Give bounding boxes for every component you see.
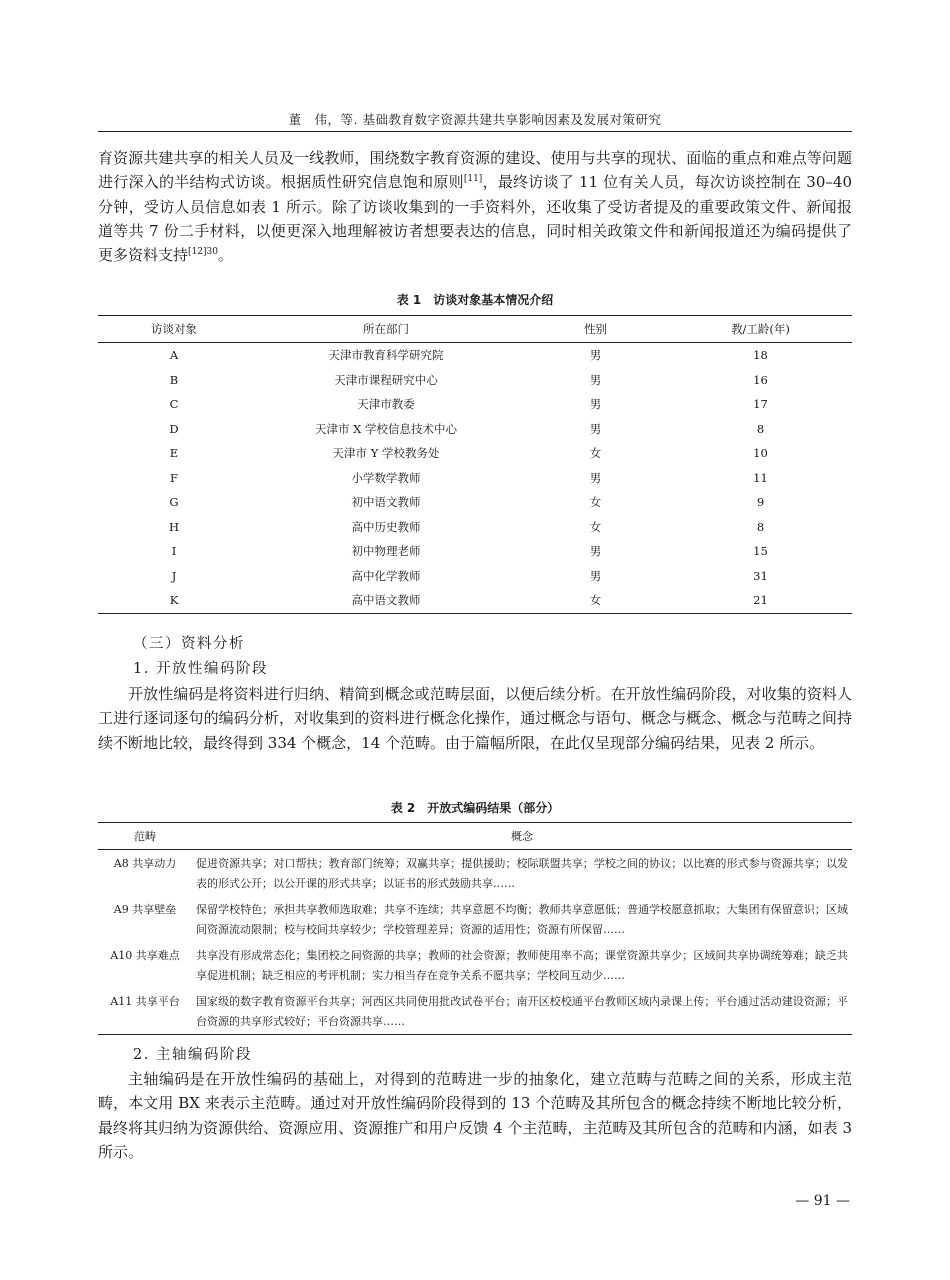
table1-cell: 18 [753, 348, 768, 363]
table1-row [98, 343, 852, 368]
table1-cell: C [169, 397, 179, 412]
table2-row [98, 942, 852, 988]
table1-cell: 男 [589, 568, 602, 583]
table1-cell: B [169, 372, 179, 387]
table1-row [98, 417, 852, 442]
axial-coding-paragraph: 主轴编码是在开放性编码的基础上，对得到的范畴进一步的抽象化，建立范畴与范畴之间的关系，形成主范畴，本文用 BX 来表示主范畴。通过对开放性编码阶段得到的 13 个范畴及其所包含的概念持续不断地比较分析，最终将其归纳为资源供给、资源应用、资源推广和用户反馈 4 个主范畴，主范畴及其所包含的范畴和内涵，如表 3 所示。 [98, 1070, 852, 1161]
table2-header-cell: 范畴 [98, 823, 192, 850]
table1-cell: 天津市教委 [357, 397, 415, 412]
table1-cell: 女 [522, 588, 669, 613]
table1-cell: E [169, 446, 179, 461]
table1-cell: 小学数学教师 [351, 470, 421, 485]
table1-header-cell: 所在部门 [250, 316, 522, 343]
subsection2-title: 2. 主轴编码阶段 [133, 1047, 252, 1063]
table1-cell: G [169, 495, 179, 510]
table1-row [98, 588, 852, 613]
table1 [98, 315, 852, 614]
table1-cell: I [171, 544, 177, 559]
table1-cell: 男 [589, 421, 602, 436]
table2-header-cell: 概念 [192, 823, 852, 850]
intro-text-c: 。 [217, 246, 233, 265]
table1-cell: 8 [756, 421, 765, 436]
table1-cell: 16 [753, 372, 768, 387]
citation-12: [12]30 [188, 247, 218, 258]
table1-cell: 31 [753, 568, 768, 583]
table1-cell: 高中历史教师 [351, 519, 421, 534]
table1-cell: 9 [756, 495, 765, 510]
table2-caption: 表 2 开放式编码结果（部分） [390, 801, 560, 815]
table1-row [98, 515, 852, 540]
intro-text-b: ，最终访谈了 11 位有关人员，每次访谈控制在 30–40 分钟，受访人员信息如表 1 所示。除了访谈收集到的一手资料外，还收集了受访者提及的重要政策文件、新闻报道等共 7 份二手材料，以便更深入地理解被访者想要表达的信息，同时相关政策文件和新闻报道还为编码提供了更多资料支持 [98, 173, 852, 265]
table1-cell: D [169, 421, 179, 436]
table1-cell: K [98, 588, 250, 613]
table1-cell: 女 [589, 495, 602, 510]
header-rule [98, 131, 852, 132]
table1-cell: A [169, 348, 179, 363]
table2-concept-cell: 国家级的数字教育资源平台共享；河西区共同使用批改试卷平台；南开区校校通平台教师区域内录课上传；平台通过活动建设资源；平台资源的共享形式较好；平台资源共享…… [192, 988, 852, 1035]
citation-11: [11] [463, 174, 483, 185]
table1-row [98, 564, 852, 589]
table1-cell: 天津市课程研究中心 [334, 372, 438, 387]
table1-cell: 初中语文教师 [351, 495, 421, 510]
open-coding-paragraph: 开放性编码是将资料进行归纳、精简到概念或范畴层面，以便后续分析。在开放性编码阶段，对收集的资料人工进行逐词逐句的编码分析，对收集到的资料进行概念化操作，通过概念与语句、概念与概念、概念与范畴之间持续不断地比较，最终得到 334 个概念，14 个范畴。由于篇幅所限，在此仅呈现部分编码结果，见表 2 所示。 [98, 685, 852, 752]
table1-header-cell: 性别 [522, 316, 669, 343]
table1-cell: 21 [669, 588, 852, 613]
table2-header-row [98, 823, 852, 850]
table1-caption: 表 1 访谈对象基本情况介绍 [396, 293, 554, 307]
table2-row [98, 850, 852, 897]
table1-row [98, 441, 852, 466]
table1-row [98, 466, 852, 491]
table1-cell: 天津市教育科学研究院 [328, 348, 444, 363]
table1-cell: 女 [589, 446, 602, 461]
table1-cell: H [168, 519, 180, 534]
table2-concept-cell: 保留学校特色；承担共享教师选取难；共享不连续；共享意愿不均衡；教师共享意愿低；普通学校愿意抓取；大集团有保留意识；区域间资源流动限制；校与校间共享较少；学校管理差异；资源的适用性；资源有所保留…… [196, 903, 848, 936]
table1-header-row [98, 316, 852, 343]
page-number: — 91 — [795, 1193, 850, 1209]
table1-cell: 男 [589, 470, 602, 485]
table2-row [98, 896, 852, 942]
table1-cell: 女 [589, 519, 602, 534]
table1-cell: 天津市 Y 学校教务处 [332, 446, 440, 461]
table1-body [98, 343, 852, 614]
table1-row [98, 392, 852, 417]
table1-cell: J [171, 568, 177, 583]
table1-cell: 男 [589, 397, 602, 412]
table1-cell: 10 [753, 446, 768, 461]
table1-row [98, 539, 852, 564]
table2-row [98, 988, 852, 1035]
table1-cell: 天津市 X 学校信息技术中心 [315, 421, 457, 436]
table1-cell: 17 [753, 397, 768, 412]
running-header: 董 伟，等. 基础教育数字资源共建共享影响因素及发展对策研究 [288, 112, 662, 127]
section3-title: （三）资料分析 [133, 636, 245, 652]
table1-cell: 男 [589, 544, 602, 559]
table1-cell: 初中物理老师 [351, 544, 421, 559]
table1-cell: 15 [753, 544, 768, 559]
table1-cell: F [170, 470, 178, 485]
table1-cell: 高中语文教师 [250, 588, 522, 613]
table2-category-cell: A10 共享难点 [110, 949, 180, 962]
table2-category-cell: A8 共享动力 [113, 857, 177, 870]
table1-cell: 8 [756, 519, 765, 534]
table1-cell: 11 [753, 470, 768, 485]
table1-cell: 高中化学教师 [351, 568, 421, 583]
table2-category-cell: A11 共享平台 [98, 988, 192, 1035]
table2 [98, 822, 852, 1035]
table2-category-cell: A9 共享壁垒 [113, 903, 177, 916]
table2-concept-cell: 促进资源共享；对口帮扶；教育部门统筹；双赢共享；提供援助；校际联盟共享；学校之间的协议；以比赛的形式参与资源共享；以发表的形式公开；以公开课的形式共享；以证书的形式鼓励共享…… [196, 857, 848, 890]
table1-cell: 男 [589, 348, 602, 363]
subsection1-title: 1. 开放性编码阶段 [133, 661, 268, 677]
table2-concept-cell: 共享没有形成常态化；集团校之间资源的共享；教师的社会资源；教师使用率不高；课堂资源共享少；区域间共享协调统筹难；缺乏共享促进机制；缺乏相应的考评机制；实力相当存在竞争关系不愿共享；学校间互动少…… [196, 949, 848, 982]
table2-body [98, 850, 852, 1035]
table1-row [98, 490, 852, 515]
intro-text-a: 育资源共建共享的相关人员及一线教师，围绕数字教育资源的建设、使用与共享的现状、面临的重点和难点等问题进行深入的半结构式访谈。根据质性研究信息饱和原则 [98, 149, 852, 192]
table1-header-cell: 教/工龄(年) [669, 316, 852, 343]
table1-row [98, 368, 852, 393]
intro-paragraph [98, 146, 852, 267]
table1-cell: 男 [589, 372, 602, 387]
table1-header-cell: 访谈对象 [98, 316, 250, 343]
